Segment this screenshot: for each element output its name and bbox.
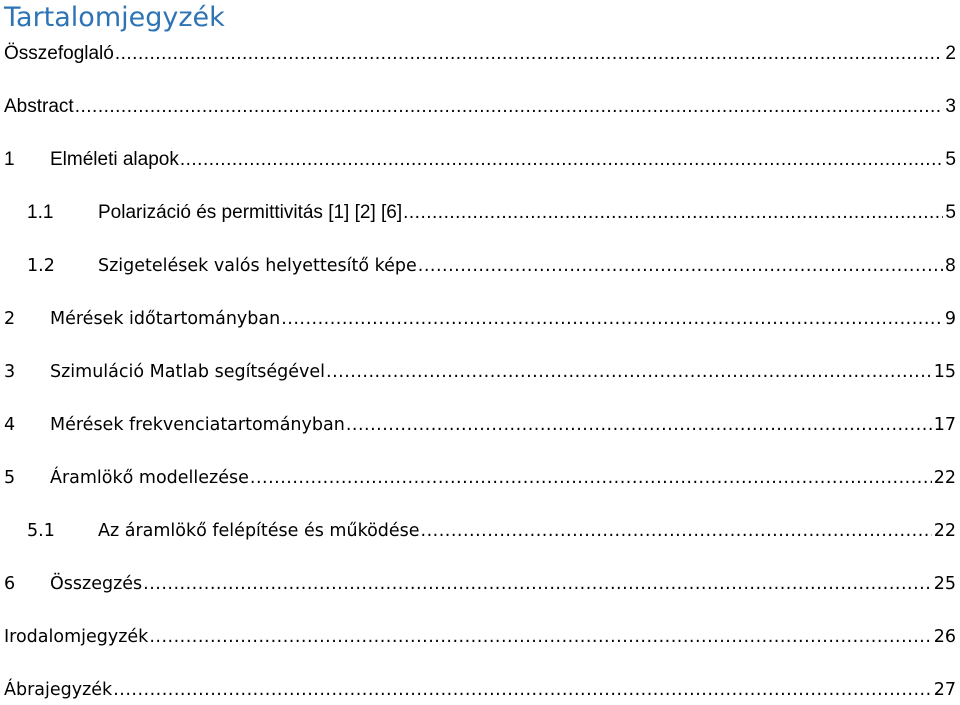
toc-entry-page: 27: [933, 680, 956, 700]
toc-entry-title: Polarizáció és permittivitás [1] [2] [6]: [98, 202, 403, 223]
dot-leader: [113, 678, 932, 702]
dot-leader: [143, 572, 932, 596]
dot-leader: [346, 413, 932, 437]
toc-entry-number: 3: [4, 362, 16, 382]
toc-entry-page: 17: [933, 415, 956, 435]
dot-leader: [250, 466, 932, 490]
toc-entry-chapter-4[interactable]: [4, 411, 956, 437]
toc-entry-osszefoglalo[interactable]: [4, 40, 956, 66]
toc-entry-chapter-6[interactable]: [4, 570, 956, 596]
toc-entry-page: 25: [933, 574, 956, 594]
toc-entry-abrajegyzek[interactable]: [4, 676, 956, 702]
dot-leader: [403, 201, 943, 225]
toc-entry-number: 6: [4, 574, 16, 594]
toc-entry-page: 22: [933, 521, 956, 541]
toc-entry-chapter-3[interactable]: [4, 358, 956, 384]
dot-leader: [180, 148, 944, 172]
dot-leader: [281, 307, 943, 331]
toc-entry-irodalomjegyzek[interactable]: [4, 623, 956, 649]
toc-entry-title: Ábrajegyzék: [4, 680, 113, 700]
toc-entry-page: 22: [933, 468, 956, 488]
dot-leader: [418, 254, 943, 278]
toc-entry-title: Összefoglaló: [4, 43, 114, 64]
toc-entry-title: Abstract: [4, 96, 74, 117]
toc-entry-title: Összegzés: [50, 574, 143, 594]
toc-entry-abstract[interactable]: [4, 93, 956, 119]
toc-entry-section-1-2[interactable]: [27, 252, 956, 278]
toc-entry-title: Szimuláció Matlab segítségével: [50, 362, 326, 382]
toc-entry-page: 26: [933, 627, 956, 647]
toc-entry-page: 9: [944, 309, 956, 329]
toc-entry-title: Az áramlökő felépítése és működése: [98, 521, 420, 541]
toc-entry-title: Szigetelések valós helyettesítő képe: [98, 256, 417, 276]
toc-entry-number: 5: [4, 468, 16, 488]
page-title: Tartalomjegyzék: [4, 2, 225, 33]
toc-entry-section-5-1[interactable]: [27, 517, 956, 543]
toc-entry-page: 3: [945, 96, 956, 117]
toc-entry-page: 5: [945, 149, 956, 170]
toc-entry-title: Mérések frekvenciatartományban: [50, 415, 345, 435]
toc-entry-section-1-1[interactable]: [27, 199, 956, 225]
toc-entry-title: Mérések időtartományban: [50, 309, 281, 329]
toc-entry-chapter-1[interactable]: [4, 146, 956, 172]
toc-entry-number: 1: [4, 149, 15, 170]
toc-entry-title: Elméleti alapok: [50, 149, 179, 170]
dot-leader: [75, 95, 944, 119]
toc-entry-page: 15: [933, 362, 956, 382]
dot-leader: [115, 42, 944, 66]
dot-leader: [149, 625, 931, 649]
toc-entry-number: 4: [4, 415, 16, 435]
toc-entry-chapter-2[interactable]: [4, 305, 956, 331]
toc-entry-number: 1.1: [27, 202, 54, 223]
dot-leader: [326, 360, 932, 384]
toc-entry-number: 2: [4, 309, 16, 329]
toc-entry-page: 2: [945, 43, 956, 64]
toc-entry-number: 5.1: [27, 521, 55, 541]
toc-entry-title: Áramlökő modellezése: [50, 468, 249, 488]
dot-leader: [421, 519, 932, 543]
toc-entry-page: 8: [944, 256, 956, 276]
toc-entry-title: Irodalomjegyzék: [4, 627, 149, 647]
toc-entry-number: 1.2: [27, 256, 55, 276]
toc-entry-chapter-5[interactable]: [4, 464, 956, 490]
toc-entry-page: 5: [945, 202, 956, 223]
